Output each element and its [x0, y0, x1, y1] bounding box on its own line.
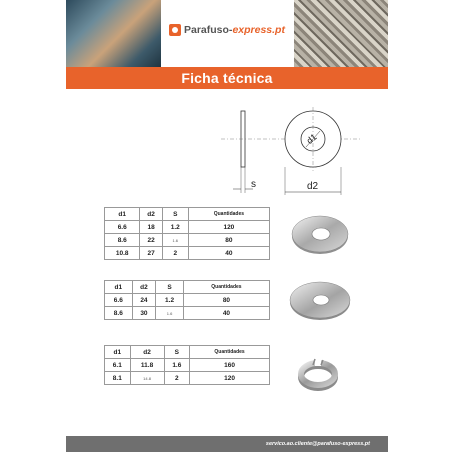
table-header-row: [105, 281, 270, 294]
col-d1: d1: [105, 208, 140, 221]
cell: 6.1: [105, 359, 131, 372]
cell: 120: [188, 221, 269, 234]
label-d1: d1: [304, 131, 319, 146]
cell: 6.6: [105, 221, 140, 234]
col-quantidades: Quantidades: [183, 281, 269, 294]
wide-washer-photo: [288, 278, 352, 322]
cell: 8.1: [105, 372, 131, 385]
cell: 11.8: [130, 359, 164, 372]
header: [66, 0, 388, 67]
cell: 8.6: [105, 307, 133, 320]
cell: 40: [188, 247, 269, 260]
cell: 6.6: [105, 294, 133, 307]
cell: 8.6: [105, 234, 140, 247]
spring-washer-photo: [298, 356, 338, 392]
col-quantidades: Quantidades: [190, 346, 270, 359]
cell: 160: [190, 359, 270, 372]
spec-table-wide-washer: [104, 280, 270, 320]
table-row: [105, 359, 270, 372]
col-d1: d1: [105, 281, 133, 294]
col-quantidades: Quantidades: [188, 208, 269, 221]
logo-main: Parafuso-: [184, 24, 233, 36]
col-s: S: [156, 281, 184, 294]
flat-washer-photo: [290, 212, 350, 256]
cell: 80: [188, 234, 269, 247]
cell: 1.2: [162, 221, 188, 234]
cell: 14.8: [130, 372, 164, 385]
cell: 2: [164, 372, 190, 385]
spec-table-spring-washer: [104, 345, 270, 385]
table-row: [105, 294, 270, 307]
cell: 10.8: [105, 247, 140, 260]
col-s: S: [164, 346, 190, 359]
footer: [66, 436, 388, 452]
tools-photo: [66, 0, 161, 67]
col-s: S: [162, 208, 188, 221]
table-row: [105, 372, 270, 385]
label-s: s: [251, 179, 256, 190]
table-row: [105, 221, 270, 234]
cell: 22: [140, 234, 162, 247]
cell: 30: [132, 307, 156, 320]
table-header-row: [105, 346, 270, 359]
cell: 80: [183, 294, 269, 307]
cell: 1.6: [164, 359, 190, 372]
col-d2: d2: [130, 346, 164, 359]
table-row: [105, 247, 270, 260]
cell: 2: [162, 247, 188, 260]
cell: 18: [140, 221, 162, 234]
footer-email-link[interactable]: servico.ao.cliente@parafuso-express.pt: [265, 441, 370, 447]
col-d2: d2: [140, 208, 162, 221]
col-d2: d2: [132, 281, 156, 294]
cell: 40: [183, 307, 269, 320]
table-row: [105, 307, 270, 320]
cell: 24: [132, 294, 156, 307]
label-d2: d2: [307, 181, 319, 192]
datasheet-page: [66, 0, 388, 452]
brand-logo[interactable]: [169, 24, 285, 36]
col-d1: d1: [105, 346, 131, 359]
washer-technical-drawing: [161, 105, 361, 205]
cell: 1.2: [156, 294, 184, 307]
logo-text: [184, 24, 285, 36]
logo-accent: express.pt: [232, 24, 285, 36]
spec-table-flat-washer: [104, 207, 270, 260]
cell: 1.6: [162, 234, 188, 247]
page-title: Ficha técnica: [66, 67, 388, 89]
table-header-row: [105, 208, 270, 221]
logo-mark-icon: [169, 24, 181, 36]
screws-photo: [294, 0, 388, 67]
table-row: [105, 234, 270, 247]
cell: 1.6: [156, 307, 184, 320]
cell: 120: [190, 372, 270, 385]
cell: 27: [140, 247, 162, 260]
